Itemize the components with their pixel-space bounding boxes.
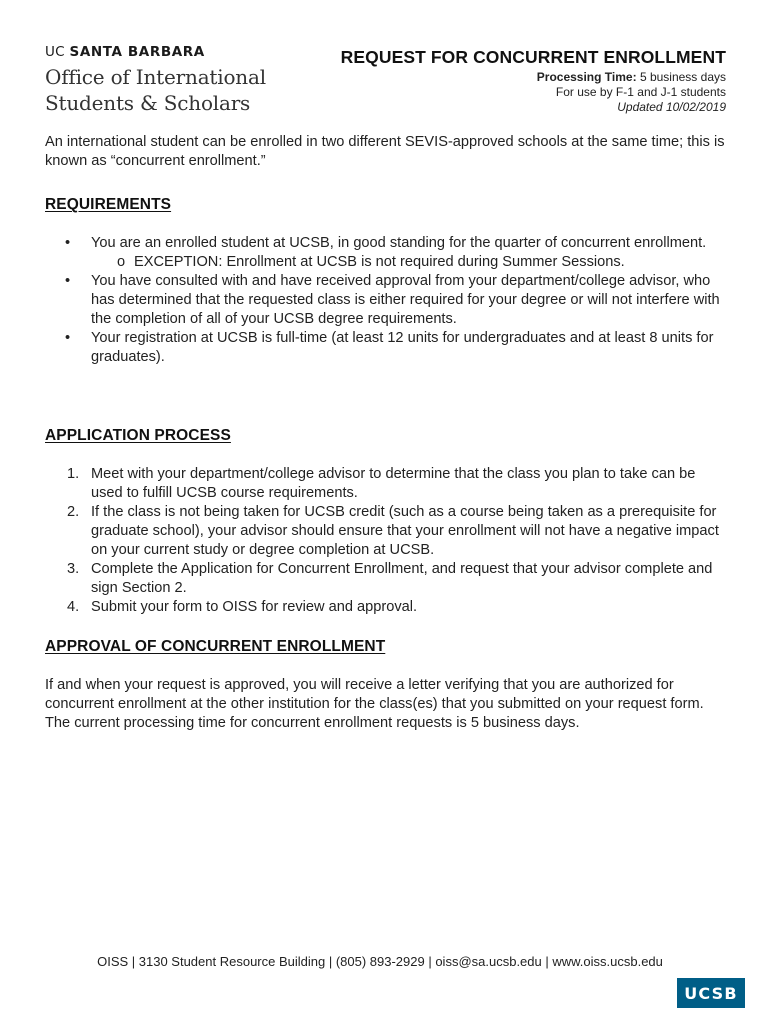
step-number: 4. bbox=[67, 599, 80, 615]
list-item bbox=[45, 234, 725, 272]
list-item bbox=[45, 560, 725, 598]
logo-university-name bbox=[45, 44, 266, 60]
list-item bbox=[45, 329, 725, 367]
processing-time bbox=[341, 70, 726, 85]
ucsb-logo-badge: UCSB bbox=[677, 978, 745, 1008]
footer-contact-text: OISS | 3130 Student Resource Building | (805) 893-2929 | oiss@sa.ucsb.edu | www.oiss.ucsb.edu bbox=[97, 954, 663, 969]
application-heading: APPLICATION PROCESS bbox=[45, 427, 231, 444]
step-text: Complete the Application for Concurrent Enrollment, and request that your advisor complete and sign Section 2. bbox=[91, 561, 713, 596]
bullet-icon: • bbox=[65, 273, 71, 289]
logo-office-line2: Students & Scholars bbox=[45, 91, 251, 115]
step-number: 3. bbox=[67, 561, 80, 577]
approval-paragraph: If and when your request is approved, you will receive a letter verifying that you are authorized for concurrent enrollment at the other institution for the class(es) that you submitted on your request form. The current processing time for concurrent enrollment requests is 5 business days. bbox=[45, 677, 704, 731]
requirements-list bbox=[45, 234, 725, 367]
bullet-icon: • bbox=[65, 235, 71, 251]
list-item bbox=[45, 503, 725, 560]
title-block bbox=[341, 47, 726, 115]
processing-time-value: 5 business days bbox=[639, 70, 726, 84]
page-title: REQUEST FOR CONCURRENT ENROLLMENT bbox=[340, 47, 726, 67]
requirement-sublist bbox=[91, 253, 725, 272]
step-number: 2. bbox=[67, 504, 80, 520]
list-item bbox=[45, 465, 725, 503]
exception-text: EXCEPTION: Enrollment at UCSB is not required during Summer Sessions. bbox=[134, 254, 625, 270]
list-item bbox=[91, 253, 725, 272]
footer bbox=[0, 954, 770, 969]
requirement-text: Your registration at UCSB is full-time (at least 12 units for undergraduates and at least 8 units for graduates). bbox=[91, 330, 714, 365]
logo-office-name bbox=[45, 64, 266, 116]
requirement-text: You have consulted with and have received approval from your department/college advisor, who has determined that the requested class is either required for your degree or will not interfere with the completion of all of your UCSB degree requirements. bbox=[91, 273, 720, 327]
oiss-logo bbox=[45, 44, 266, 116]
step-text: Submit your form to OISS for review and approval. bbox=[91, 599, 418, 615]
usage-note: For use by F-1 and J-1 students bbox=[555, 85, 726, 99]
updated-date-text: Updated 10/02/2019 bbox=[617, 100, 726, 114]
bullet-icon: • bbox=[65, 330, 71, 346]
logo-office-line1: Office of International bbox=[45, 65, 266, 89]
intro-paragraph: An international student can be enrolled in two different SEVIS-approved schools at the same time; this is known as “concurrent enrollment.” bbox=[45, 134, 725, 169]
logo-uc-text: UC bbox=[45, 44, 65, 60]
step-text: Meet with your department/college advisor to determine that the class you plan to take can be used to fulfill UCSB course requirements. bbox=[91, 466, 696, 501]
sub-bullet-icon: o bbox=[117, 254, 126, 270]
processing-time-label: Processing Time: bbox=[536, 70, 637, 84]
list-item bbox=[45, 272, 725, 329]
requirement-text: You are an enrolled student at UCSB, in good standing for the quarter of concurrent enrollment. bbox=[91, 235, 707, 251]
step-text: If the class is not being taken for UCSB credit (such as a course being taken as a prerequisite for graduate school), your advisor should ensure that your enrollment will not have a negative impact on your current study or degree completion at UCSB. bbox=[91, 504, 719, 558]
application-steps bbox=[45, 465, 725, 617]
updated-date bbox=[341, 100, 726, 115]
list-item bbox=[45, 598, 725, 617]
step-number: 1. bbox=[67, 466, 80, 482]
approval-heading: APPROVAL OF CONCURRENT ENROLLMENT bbox=[45, 638, 386, 655]
requirements-heading: REQUIREMENTS bbox=[45, 196, 172, 213]
logo-santa-barbara-text: SANTA BARBARA bbox=[69, 44, 205, 60]
